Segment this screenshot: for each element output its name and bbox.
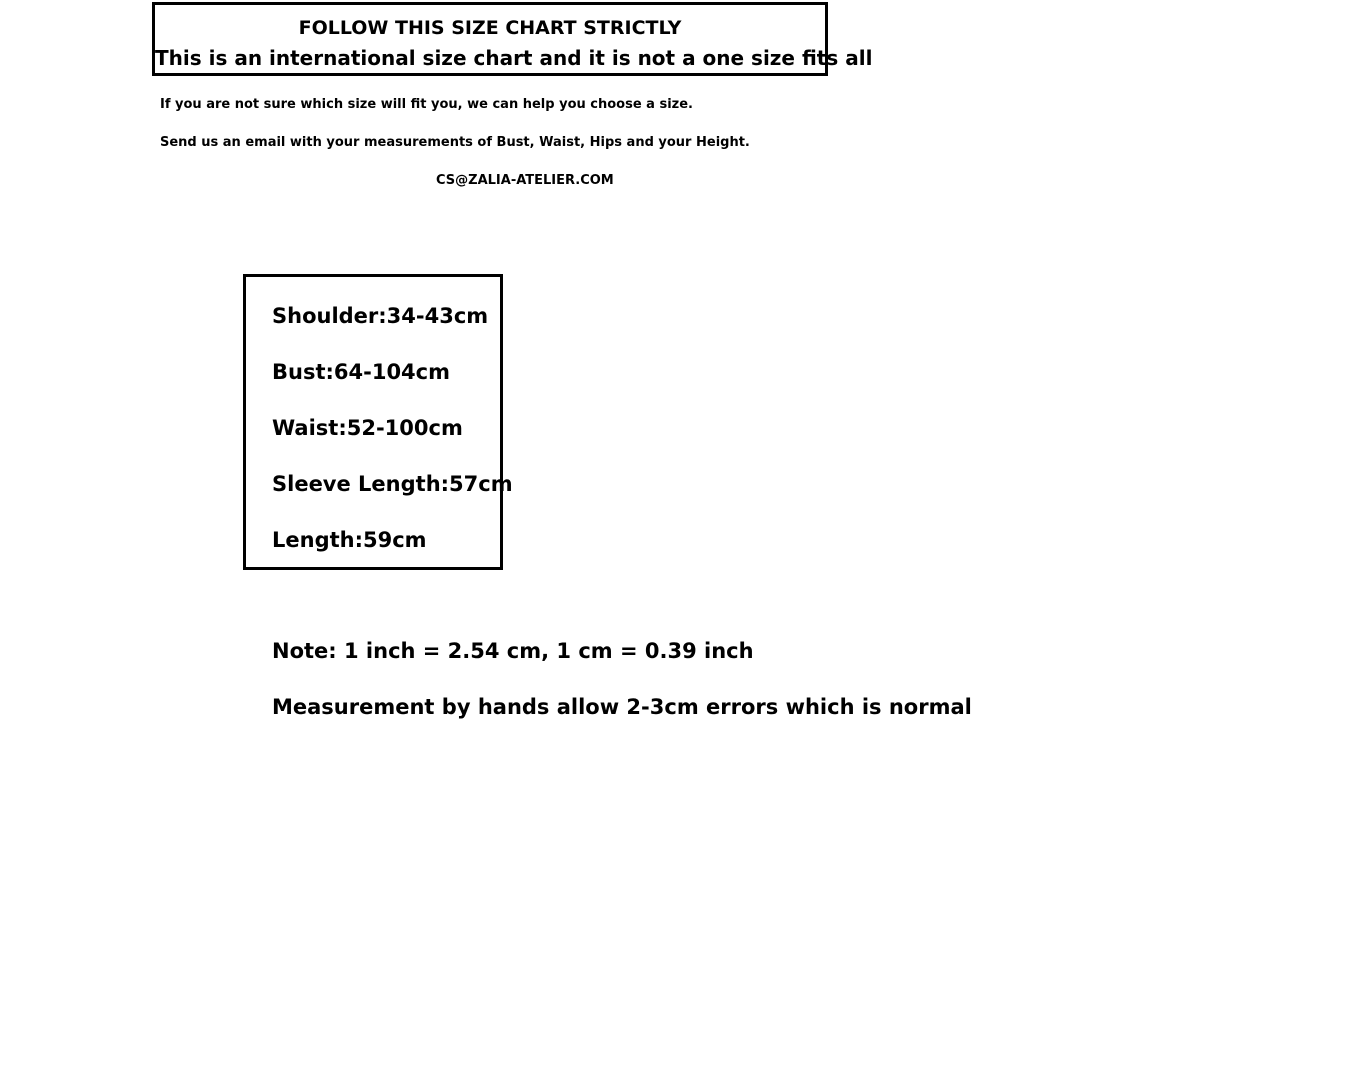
measurement-shoulder: Shoulder:34-43cm <box>272 304 489 328</box>
header-subtitle: This is an international size chart and it is not a one size fits all <box>155 46 873 70</box>
tolerance-note: Measurement by hands allow 2-3cm errors which is normal <box>272 695 972 719</box>
measurement-sleeve-length: Sleeve Length:57cm <box>272 472 513 496</box>
measurement-length: Length:59cm <box>272 528 427 552</box>
measurement-bust: Bust:64-104cm <box>272 360 450 384</box>
email-address: CS@ZALIA-ATELIER.COM <box>436 173 614 188</box>
size-chart-header-box <box>152 2 873 76</box>
measurements-box <box>243 274 513 570</box>
email-instructions: Send us an email with your measurements of Bust, Waist, Hips and your Height. <box>160 135 750 150</box>
header-title: FOLLOW THIS SIZE CHART STRICTLY <box>298 17 682 39</box>
measurement-waist: Waist:52-100cm <box>272 416 463 440</box>
help-text: If you are not sure which size will fit you, we can help you choose a size. <box>160 97 693 112</box>
conversion-note: Note: 1 inch = 2.54 cm, 1 cm = 0.39 inch <box>272 639 754 663</box>
